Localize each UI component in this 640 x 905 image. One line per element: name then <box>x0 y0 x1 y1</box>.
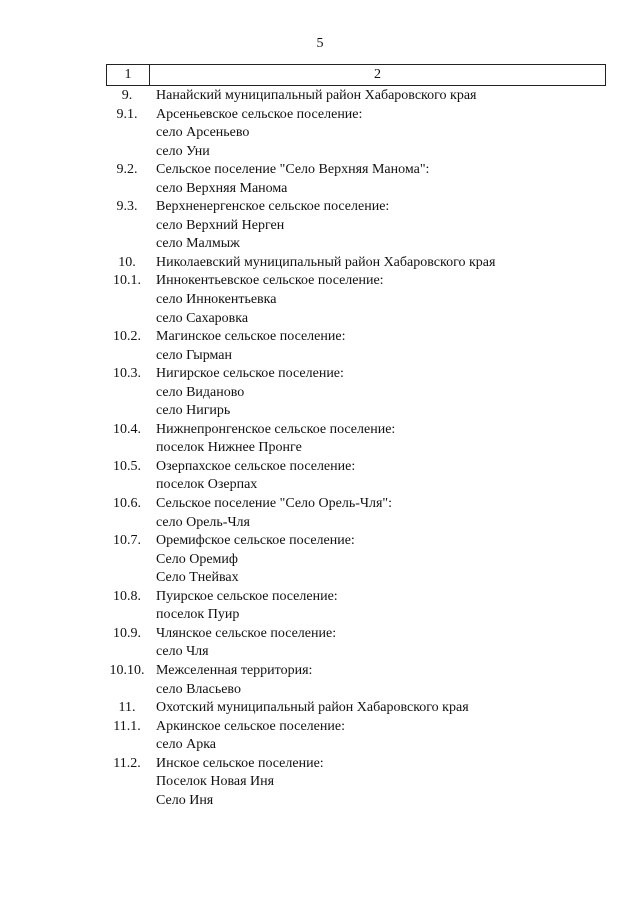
item-text: Село Тнейвах <box>156 570 239 586</box>
list-item <box>106 476 606 495</box>
item-number: 10.10. <box>109 662 145 678</box>
list-item <box>106 551 606 570</box>
list-item <box>106 161 606 180</box>
item-number <box>106 143 148 162</box>
item-number <box>106 569 148 588</box>
list-item <box>106 365 606 384</box>
list-item <box>106 495 606 514</box>
item-number <box>106 606 148 625</box>
item-text: Иннокентьевское сельское поселение: <box>156 273 384 289</box>
list-item <box>106 421 606 440</box>
list-item <box>106 588 606 607</box>
list-item <box>106 625 606 644</box>
item-text: Нигирское сельское поселение: <box>156 366 344 382</box>
list-item <box>106 87 606 106</box>
page-number: 5 <box>316 36 324 51</box>
item-number: 10.8. <box>113 588 141 604</box>
item-text: Нанайский муниципальный район Хабаровского края <box>156 88 477 103</box>
list-item <box>106 402 606 421</box>
item-number: 10.1. <box>113 273 141 289</box>
item-text: поселок Озерпах <box>156 477 258 493</box>
list-item <box>106 718 606 737</box>
item-number <box>106 124 148 143</box>
item-text: село Верхний Нерген <box>156 217 285 233</box>
list-item <box>106 291 606 310</box>
item-number: 11.2. <box>113 755 141 771</box>
list-item <box>106 347 606 366</box>
item-number: 10.5. <box>113 458 141 474</box>
list-item <box>106 384 606 403</box>
item-text: село Чля <box>156 644 209 660</box>
item-text: Инское сельское поселение: <box>156 755 324 771</box>
item-number <box>106 347 148 366</box>
item-text: Магинское сельское поселение: <box>156 329 346 345</box>
item-text: Аркинское сельское поселение: <box>156 718 345 734</box>
item-number: 10.6. <box>113 496 141 512</box>
item-text: Поселок Новая Иня <box>156 774 275 790</box>
header-column-number: 1 <box>107 65 150 85</box>
list-item <box>106 235 606 254</box>
settlements-list <box>106 87 606 810</box>
list-item <box>106 606 606 625</box>
item-number: 10.9. <box>113 625 141 641</box>
item-text: Верхненергенское сельское поселение: <box>156 199 390 215</box>
list-item <box>106 217 606 236</box>
list-item <box>106 254 606 273</box>
item-number: 10. <box>118 254 136 270</box>
item-text: поселок Пуир <box>156 607 240 623</box>
item-number: 11.1. <box>113 718 141 734</box>
item-number <box>106 310 148 329</box>
item-text: село Арсеньево <box>156 125 250 141</box>
item-number <box>106 551 148 570</box>
item-number <box>106 384 148 403</box>
table-header <box>106 64 606 86</box>
item-number: 10.2. <box>113 329 141 345</box>
item-text: Арсеньевское сельское поселение: <box>156 106 363 122</box>
item-text: село Малмыж <box>156 236 240 252</box>
list-item <box>106 532 606 551</box>
item-number: 11. <box>118 700 136 716</box>
list-item <box>106 198 606 217</box>
item-text: Оремифское сельское поселение: <box>156 533 355 549</box>
list-item <box>106 514 606 533</box>
list-item <box>106 736 606 755</box>
item-number: 9. <box>121 88 133 103</box>
item-number <box>106 180 148 199</box>
header-column-name: 2 <box>374 67 381 82</box>
item-text: Николаевский муниципальный район Хабаровского края <box>156 254 496 270</box>
item-number <box>106 291 148 310</box>
item-text: Охотский муниципальный район Хабаровского края <box>156 700 469 716</box>
item-number <box>106 736 148 755</box>
item-text: село Власьево <box>156 681 241 697</box>
list-item <box>106 662 606 681</box>
item-text: Нижнепронгенское сельское поселение: <box>156 421 396 437</box>
item-text: село Верхняя Манома <box>156 180 288 196</box>
item-number <box>106 514 148 533</box>
item-number <box>106 235 148 254</box>
list-item <box>106 439 606 458</box>
item-text: Село Иня <box>156 792 214 808</box>
item-number <box>106 402 148 421</box>
list-item <box>106 106 606 125</box>
item-number <box>106 217 148 236</box>
list-item <box>106 310 606 329</box>
item-text: село Уни <box>156 143 210 159</box>
item-number: 10.4. <box>113 421 141 437</box>
item-text: село Орель-Чля <box>156 514 250 530</box>
item-text: Члянское сельское поселение: <box>156 625 337 641</box>
item-number: 10.7. <box>113 533 141 549</box>
item-text: поселок Нижнее Пронге <box>156 440 302 456</box>
item-text: Село Оремиф <box>156 551 238 567</box>
list-item <box>106 773 606 792</box>
item-number <box>106 476 148 495</box>
item-text: Озерпахское сельское поселение: <box>156 458 356 474</box>
item-text: Сельское поселение "Село Орель-Чля": <box>156 496 393 512</box>
item-number: 9.3. <box>116 199 138 215</box>
item-text: Межселенная территория: <box>156 662 313 678</box>
list-item <box>106 792 606 811</box>
item-number: 9.2. <box>116 162 138 178</box>
item-number <box>106 773 148 792</box>
item-text: село Виданово <box>156 384 245 400</box>
item-number <box>106 643 148 662</box>
item-number <box>106 681 148 700</box>
list-item <box>106 681 606 700</box>
item-text: село Иннокентьевка <box>156 292 277 308</box>
item-number: 10.3. <box>113 366 141 382</box>
item-text: село Нигирь <box>156 403 231 419</box>
list-item <box>106 699 606 718</box>
item-number <box>106 792 148 811</box>
list-item <box>106 328 606 347</box>
item-text: село Гырман <box>156 347 232 363</box>
list-item <box>106 180 606 199</box>
list-item <box>106 272 606 291</box>
item-text: Пуирское сельское поселение: <box>156 588 338 604</box>
list-item <box>106 569 606 588</box>
item-text: село Сахаровка <box>156 310 249 326</box>
list-item <box>106 124 606 143</box>
list-item <box>106 643 606 662</box>
item-number: 9.1. <box>116 106 138 122</box>
item-text: село Арка <box>156 737 216 753</box>
list-item <box>106 755 606 774</box>
list-item <box>106 458 606 477</box>
item-text: Сельское поселение "Село Верхняя Манома": <box>156 162 430 178</box>
list-item <box>106 143 606 162</box>
item-number <box>106 439 148 458</box>
